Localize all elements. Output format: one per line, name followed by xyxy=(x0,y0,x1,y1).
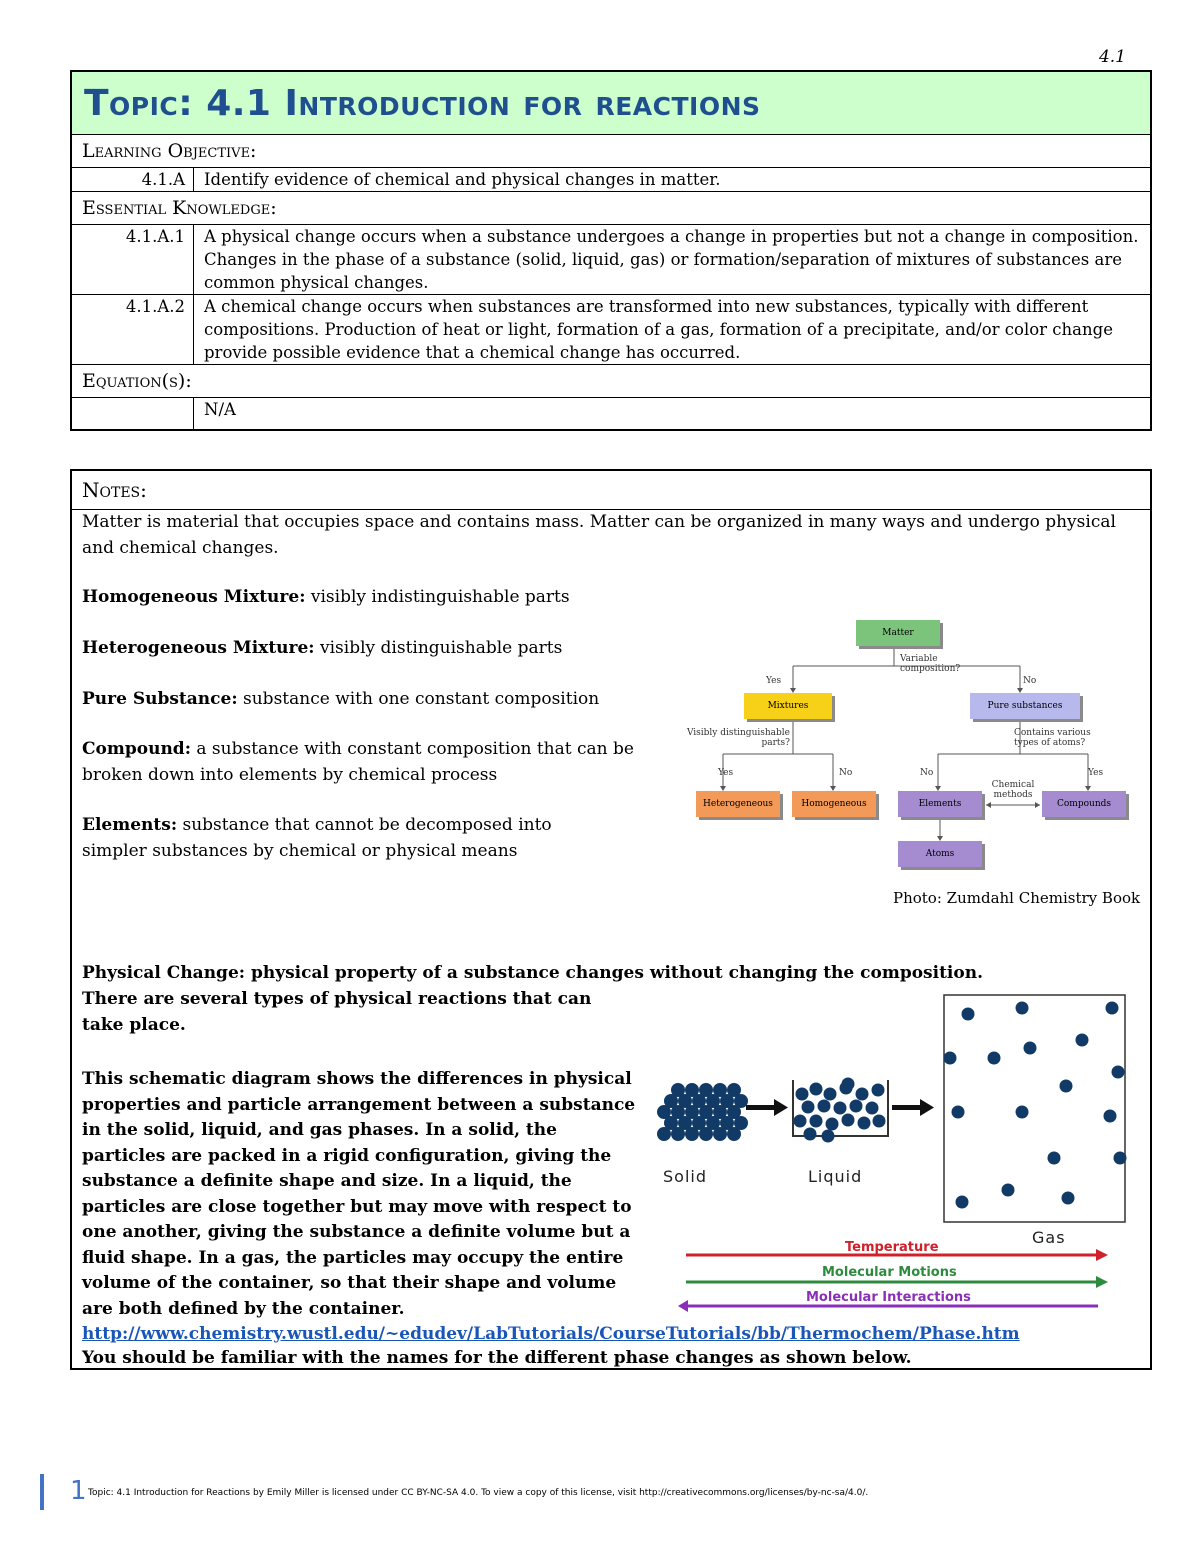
liquid-particle xyxy=(796,1088,809,1101)
elements-box: Elements xyxy=(898,791,982,817)
gas-particle xyxy=(1112,1066,1125,1079)
yes-label: Yes xyxy=(1088,768,1104,778)
no-label: No xyxy=(839,768,853,778)
solid-particle xyxy=(657,1127,671,1141)
liquid-particle xyxy=(834,1102,847,1115)
def: substance that cannot be decomposed into simpler substances by chemical or physical means xyxy=(82,815,552,861)
equations-heading: Equation(s): xyxy=(72,365,1150,398)
gas-particle xyxy=(1104,1110,1117,1123)
liquid-particle xyxy=(856,1088,869,1101)
atoms-box: Atoms xyxy=(898,841,982,867)
pure-substances-box: Pure substances xyxy=(970,693,1080,719)
definition-elements xyxy=(82,813,602,864)
property-arrow-head xyxy=(1096,1249,1108,1261)
solid-particle xyxy=(713,1127,727,1141)
liquid-particle xyxy=(842,1078,855,1091)
liquid-particle xyxy=(826,1118,839,1131)
definition-compound xyxy=(82,737,642,788)
yes-label: Yes xyxy=(718,768,734,778)
gas-particle xyxy=(988,1052,1001,1065)
def: visibly indistinguishable parts xyxy=(305,587,570,607)
learning-objective-row xyxy=(72,168,1150,192)
liquid-particle xyxy=(842,1114,855,1127)
physical-change-line xyxy=(82,961,1142,987)
equation-value: N/A xyxy=(204,400,236,419)
liquid-particle xyxy=(810,1083,823,1096)
temperature-label: Temperature xyxy=(845,1240,939,1255)
liquid-particle xyxy=(802,1101,815,1114)
gas-particle xyxy=(1060,1080,1073,1093)
topic-title: Topic: 4.1 Introduction for reactions xyxy=(84,82,761,124)
gas-particle xyxy=(1016,1106,1029,1119)
notes-heading: Notes: xyxy=(72,471,1150,510)
gas-particle xyxy=(952,1106,965,1119)
term: Elements: xyxy=(82,815,178,835)
def: a substance with constant composition that can be broken down into elements by chemical process xyxy=(82,739,634,785)
liquid-particle xyxy=(822,1130,835,1143)
heterogeneous-box: Heterogeneous xyxy=(696,791,780,817)
term: Compound: xyxy=(82,739,191,759)
physical-change-continued xyxy=(82,987,622,1038)
liquid-particle xyxy=(794,1115,807,1128)
equation-code xyxy=(72,398,194,429)
ek-code: 4.1.A.1 xyxy=(72,225,194,294)
term: Homogeneous Mixture: xyxy=(82,587,306,607)
term: Heterogeneous Mixture: xyxy=(82,638,315,658)
solid-particle xyxy=(699,1127,713,1141)
ek-row xyxy=(72,295,1150,365)
liquid-particle xyxy=(872,1084,885,1097)
def: physical property of a substance changes without changing the composition. xyxy=(245,963,984,983)
learning-objective-heading: Learning Objective: xyxy=(72,135,1150,168)
footer-bar xyxy=(40,1474,44,1510)
gas-particle xyxy=(944,1052,957,1065)
lo-code: 4.1.A xyxy=(72,168,194,191)
liquid-label: Liquid xyxy=(808,1167,863,1186)
definition-heterogeneous xyxy=(82,636,642,662)
closing-text xyxy=(82,1346,1142,1372)
solid-particle xyxy=(727,1127,741,1141)
q-distinguishable: Visibly distinguishable parts? xyxy=(686,728,790,748)
ek-text: A physical change occurs when a substance undergoes a change in properties but not a change in composition. Changes in the phase of a substance (solid, liquid, gas) or formation/separation of mixtures of substances are common physical changes. xyxy=(204,227,1139,292)
definition-pure-substance xyxy=(82,687,642,713)
phase-tutorial-link[interactable]: http://www.chemistry.wustl.edu/~edudev/LabTutorials/CourseTutorials/bb/Thermochem/Phase.htm xyxy=(82,1324,1020,1344)
liquid-particle xyxy=(810,1115,823,1128)
liquid-particle xyxy=(873,1115,886,1128)
q-types-of-atoms: Contains various types of atoms? xyxy=(1014,728,1091,748)
term: Physical Change: xyxy=(82,963,246,983)
matter-box: Matter xyxy=(856,620,940,646)
no-label: No xyxy=(920,768,934,778)
def: visibly distinguishable parts xyxy=(314,638,563,658)
yes-label: Yes xyxy=(766,676,782,686)
gas-particle xyxy=(962,1008,975,1021)
lo-text: Identify evidence of chemical and physical changes in matter. xyxy=(204,170,721,189)
schematic-body: This schematic diagram shows the differences in physical properties and particle arrangement between a substance in the solid, liquid, and gas phases. In a solid, the particles are packed in a rigid configuration, giving the substance a definite shape and size. In a liquid, the particles are close together but may move with respect to one another, giving the substance a definite volume but a fluid shape. In a gas, the particles may occupy the entire volume of the container, so that their shape and volume are both defined by the container. xyxy=(82,1069,636,1319)
solid-label: Solid xyxy=(663,1167,707,1186)
mixtures-box: Mixtures xyxy=(744,693,832,719)
ek-text: A chemical change occurs when substances are transformed into new substances, typically with different compositions. Production of heat or light, formation of a gas, formation of a precipitate, and/or color change provide possible evidence that a chemical change has occurred. xyxy=(204,297,1113,362)
gas-particle xyxy=(1062,1192,1075,1205)
gas-particle xyxy=(1048,1152,1061,1165)
gas-label: Gas xyxy=(1032,1228,1066,1247)
liquid-particle xyxy=(858,1117,871,1130)
license-text: Topic: 4.1 Introduction for Reactions by Emily Miller is licensed under CC BY-NC-SA 4.0. To view a copy of this license, visit http://creativecommons.org/licenses/by-nc-sa/4.0/. xyxy=(88,1488,869,1498)
solid-particles xyxy=(657,1083,748,1141)
schematic-text xyxy=(82,1067,642,1322)
solid-particle xyxy=(671,1127,685,1141)
topic-header xyxy=(72,72,1150,135)
gas-particles xyxy=(944,1002,1127,1209)
gas-container xyxy=(944,995,1125,1222)
liquid-particle xyxy=(804,1128,817,1141)
essential-knowledge-heading: Essential Knowledge: xyxy=(72,192,1150,225)
chemical-methods-label: Chemical methods xyxy=(991,780,1035,800)
term: Pure Substance: xyxy=(82,689,238,709)
ek-row xyxy=(72,225,1150,295)
property-arrow-head xyxy=(678,1300,688,1312)
equation-row xyxy=(72,398,1150,429)
liquid-particle xyxy=(850,1100,863,1113)
closing-bold: You should be familiar with the names for the different phase changes as shown below. xyxy=(82,1348,912,1368)
property-arrow-head xyxy=(1096,1276,1108,1288)
gas-particle xyxy=(1024,1042,1037,1055)
page-number: 4.1 xyxy=(1098,47,1126,67)
liquid-particle xyxy=(866,1102,879,1115)
q-variable-composition: Variable composition? xyxy=(900,654,961,674)
liquid-particle xyxy=(824,1088,837,1101)
gas-particle xyxy=(956,1196,969,1209)
compounds-box: Compounds xyxy=(1042,791,1126,817)
topic-table xyxy=(70,70,1152,431)
solid-particle xyxy=(685,1127,699,1141)
cont-text: There are several types of physical reactions that can take place. xyxy=(82,989,592,1035)
gas-particle xyxy=(1076,1034,1089,1047)
liquid-particle xyxy=(818,1100,831,1113)
ek-code: 4.1.A.2 xyxy=(72,295,194,364)
gas-particle xyxy=(1002,1184,1015,1197)
gas-particle xyxy=(1106,1002,1119,1015)
molecular-interactions-label: Molecular Interactions xyxy=(806,1290,971,1305)
molecular-motions-label: Molecular Motions xyxy=(822,1265,957,1280)
def: substance with one constant composition xyxy=(237,689,600,709)
notes-intro: Matter is material that occupies space and contains mass. Matter can be organized in many ways and undergo physical and chemical changes. xyxy=(82,512,1116,558)
definition-homogeneous xyxy=(82,585,642,611)
gas-particle xyxy=(1016,1002,1029,1015)
gas-particle xyxy=(1114,1152,1127,1165)
liquid-particles xyxy=(794,1078,886,1143)
footer-page-number: 1 xyxy=(70,1476,87,1506)
no-label: No xyxy=(1023,676,1037,686)
homogeneous-box: Homogeneous xyxy=(792,791,876,817)
photo-credit: Photo: Zumdahl Chemistry Book xyxy=(893,889,1141,907)
